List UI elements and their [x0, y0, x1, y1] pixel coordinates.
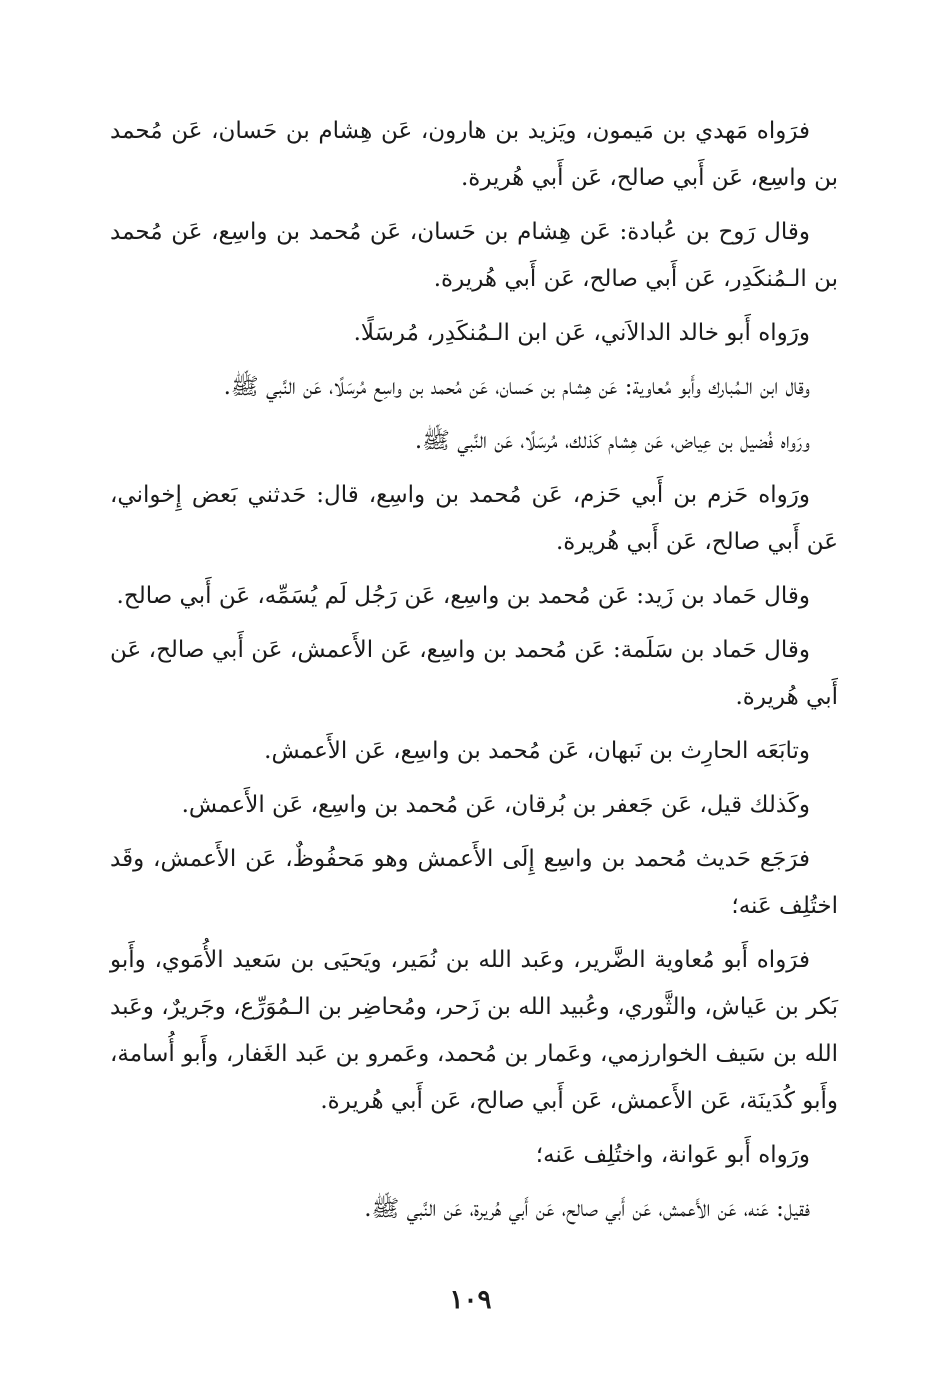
paragraph-8: وقال حَماد بن سَلَمة: عَن مُحمد بن واسِع، عَن الأَعمش، عَن أَبي صالح، عَن أَبي هُريرة.: [110, 637, 838, 710]
paragraph-12: فرَواه أَبو مُعاوية الضَّرير، وعَبد الله بن نُمَير، ويَحيَى بن سَعيد الأُمَوي، وأَبو بَكر بن عَياش، والثَّوري، وعُبيد الله بن زَحر، ومُحاضِر بن الـمُوَرِّع، وجَريرٌ، وعَبد الله بن سَيف الخوارزمي، وعَمار بن مُحمد، وعَمرو بن عَبد الغَفار، وأَبو أُسامة، وأَبو كُدَينَة، عَن الأَعمش، عَن أَبي صالح، عَن أَبي هُريرة.: [110, 947, 838, 1114]
paragraph-1: فرَواه مَهدي بن مَيمون، ويَزيد بن هارون، عَن هِشام بن حَسان، عَن مُحمد بن واسِع، عَن أَبي صالح، عَن أَبي هُريرة.: [110, 118, 838, 191]
paragraph-13: ورَواه أَبو عَوانة، واختُلِف عَنه؛: [535, 1142, 810, 1168]
paragraph-14: فقيل: عَنه، عَن الأَعمش، عَن أَبي صالح، عَن أَبي هُريرة، عَن النَّبي ﷺ.: [364, 1196, 810, 1222]
paragraph-2: وقال رَوح بن عُبادة: عَن هِشام بن حَسان، عَن مُحمد بن واسِع، عَن مُحمد بن الـمُنكَدِر، عَن أَبي صالح، عَن أَبي هُريرة.: [110, 219, 838, 292]
paragraph-9: وتابَعَه الحارِث بن نَبهان، عَن مُحمد بن واسِع، عَن الأَعمش.: [264, 738, 810, 764]
paragraph-5: ورَواه فُضيل بن عِياض، عَن هِشام كَذلك، مُرسَلًا، عَن النَّبي ﷺ.: [414, 428, 810, 454]
paragraph-10: وكَذلك قيل، عَن جَعفر بن بُرقان، عَن مُحمد بن واسِع، عَن الأَعمش.: [181, 792, 810, 818]
paragraph-3: ورَواه أَبو خالد الدالاَني، عَن ابن الـمُنكَدِر، مُرسَلًا.: [353, 320, 810, 346]
paragraph-7: وقال حَماد بن زَيد: عَن مُحمد بن واسِع، عَن رَجُل لَم يُسَمِّه، عَن أَبي صالح.: [116, 583, 810, 609]
page-number: ١٠٩: [449, 1285, 492, 1315]
paragraph-6: ورَواه حَزم بن أَبي حَزم، عَن مُحمد بن واسِع، قال: حَدثني بَعض إِخواني، عَن أَبي صالح، عَن أَبي هُريرة.: [110, 482, 838, 555]
paragraph-11: فرَجَع حَديث مُحمد بن واسِع إِلَى الأَعمش وهو مَحفُوظٌ، عَن الأَعمش، وقَد اختُلِف عَنه؛: [110, 846, 838, 919]
body-text: [110, 108, 838, 1240]
paragraph-4: وقال ابن الـمُبارك وأَبو مُعاوية: عَن هِشام بن حَسان، عَن مُحمد بن واسِع مُرسَلًا، عَن النَّبي ﷺ.: [223, 374, 810, 400]
